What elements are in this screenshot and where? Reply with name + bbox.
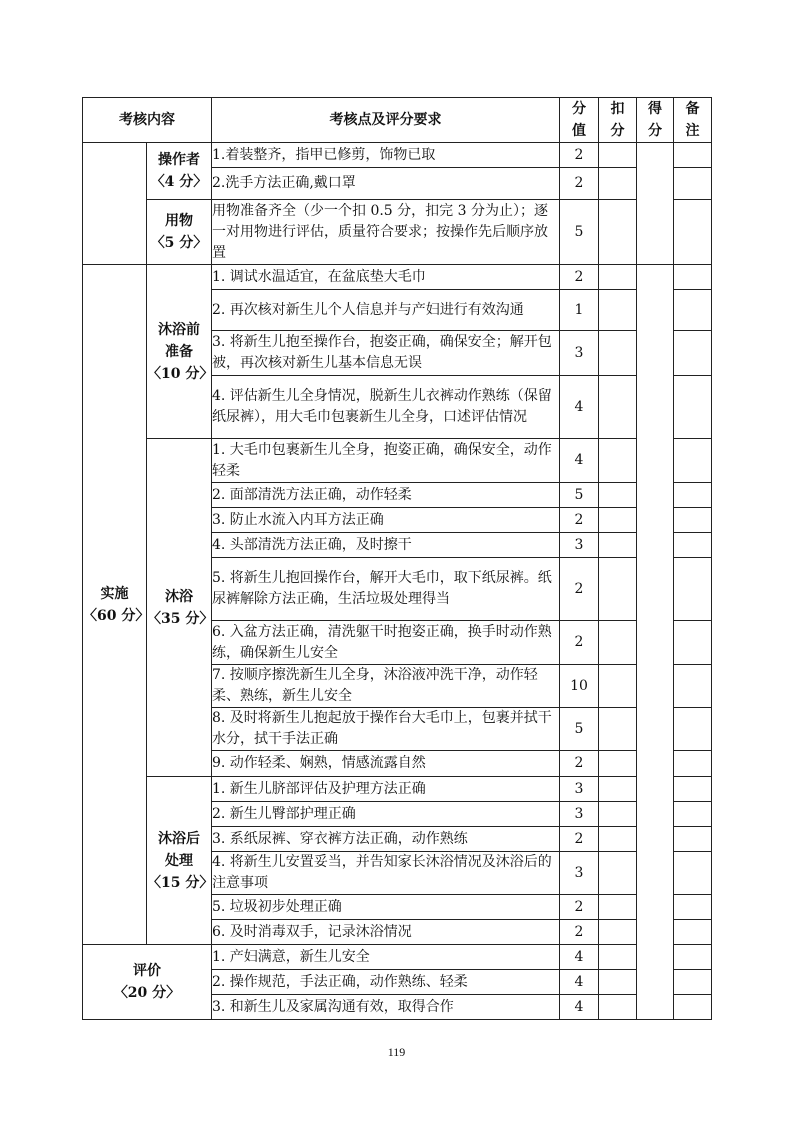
row-text: 2. 操作规范，手法正确，动作熟练、轻柔 xyxy=(212,970,560,995)
deduct-cell xyxy=(599,777,637,802)
note-cell xyxy=(674,777,712,802)
row-score: 2 xyxy=(560,558,599,621)
row-text: 4. 头部清洗方法正确，及时擦干 xyxy=(212,533,560,558)
assessment-table xyxy=(82,97,712,1020)
deduct-cell xyxy=(599,533,637,558)
deduct-cell xyxy=(599,376,637,439)
note-cell xyxy=(674,827,712,852)
row-text: 6. 入盆方法正确，清洗躯干时抱姿正确，换手时动作熟练，确保新生儿安全 xyxy=(212,621,560,665)
row-text: 4. 评估新生儿全身情况，脱新生儿衣裤动作熟练（保留纸尿裤），用大毛巾包裹新生儿全身，口述评估情况 xyxy=(212,376,560,439)
deduct-cell xyxy=(599,265,637,290)
row-text: 用物准备齐全（少一个扣 0.5 分，扣完 3 分为止）；逐一对用物进行评估，质量符合要求；按操作先后顺序放置 xyxy=(212,200,560,265)
row-score: 5 xyxy=(560,200,599,265)
header-note: 备 注 xyxy=(674,98,712,143)
row-text: 1. 调试水温适宜，在盆底垫大毛巾 xyxy=(212,265,560,290)
note-cell xyxy=(674,265,712,290)
note-cell xyxy=(674,200,712,265)
table-row xyxy=(83,777,712,802)
row-text: 2. 再次核对新生儿个人信息并与产妇进行有效沟通 xyxy=(212,290,560,331)
deduct-cell xyxy=(599,920,637,945)
row-text: 5. 将新生儿抱回操作台，解开大毛巾，取下纸尿裤。纸尿裤解除方法正确，生活垃圾处理得当 xyxy=(212,558,560,621)
deduct-cell xyxy=(599,895,637,920)
deduct-cell xyxy=(599,665,637,708)
deduct-cell xyxy=(599,802,637,827)
row-text: 1. 大毛巾包裹新生儿全身，抱姿正确，确保安全，动作轻柔 xyxy=(212,439,560,483)
note-cell xyxy=(674,995,712,1020)
row-text: 8. 及时将新生儿抱起放于操作台大毛巾上，包裹并拭干水分，拭干手法正确 xyxy=(212,708,560,751)
note-cell xyxy=(674,945,712,970)
row-text: 3. 系纸尿裤、穿衣裤方法正确，动作熟练 xyxy=(212,827,560,852)
row-text: 1.着装整齐，指甲已修剪，饰物已取 xyxy=(212,143,560,168)
deduct-cell xyxy=(599,751,637,777)
table-row xyxy=(83,200,712,265)
note-cell xyxy=(674,533,712,558)
note-cell xyxy=(674,290,712,331)
deduct-cell xyxy=(599,995,637,1020)
note-cell xyxy=(674,508,712,533)
note-cell xyxy=(674,708,712,751)
row-text: 2. 面部清洗方法正确，动作轻柔 xyxy=(212,483,560,508)
deduct-cell xyxy=(599,970,637,995)
category-implementation: 实施 〈60 分〉 xyxy=(83,265,147,945)
note-cell xyxy=(674,751,712,777)
deduct-cell xyxy=(599,168,637,200)
row-score: 3 xyxy=(560,852,599,895)
row-text: 3. 将新生儿抱至操作台，抱姿正确，确保安全；解开包被，再次核对新生儿基本信息无误 xyxy=(212,331,560,376)
note-cell xyxy=(674,558,712,621)
note-cell xyxy=(674,970,712,995)
category-evaluation: 评价 〈20 分〉 xyxy=(83,945,212,1020)
deduct-cell xyxy=(599,290,637,331)
row-text: 1. 产妇满意，新生儿安全 xyxy=(212,945,560,970)
row-text: 2.洗手方法正确,戴口罩 xyxy=(212,168,560,200)
note-cell xyxy=(674,331,712,376)
row-text: 9. 动作轻柔、娴熟，情感流露自然 xyxy=(212,751,560,777)
row-text: 6. 及时消毒双手，记录沐浴情况 xyxy=(212,920,560,945)
row-score: 4 xyxy=(560,439,599,483)
table-row xyxy=(83,265,712,290)
section-operator: 操作者 〈4 分〉 xyxy=(147,143,212,200)
row-score: 2 xyxy=(560,143,599,168)
row-score: 10 xyxy=(560,665,599,708)
deduct-cell xyxy=(599,508,637,533)
section-postbath: 沐浴后 处理 〈15 分〉 xyxy=(147,777,212,945)
row-score: 2 xyxy=(560,168,599,200)
note-cell xyxy=(674,483,712,508)
deduct-cell xyxy=(599,483,637,508)
row-score: 5 xyxy=(560,483,599,508)
row-text: 3. 防止水流入内耳方法正确 xyxy=(212,508,560,533)
deduct-cell xyxy=(599,852,637,895)
table-row xyxy=(83,945,712,970)
deduct-cell xyxy=(599,200,637,265)
row-score: 2 xyxy=(560,265,599,290)
header-content: 考核内容 xyxy=(83,98,212,143)
row-text: 7. 按顺序擦洗新生儿全身，沐浴液冲洗干净，动作轻柔、熟练，新生儿安全 xyxy=(212,665,560,708)
note-cell xyxy=(674,168,712,200)
row-text: 5. 垃圾初步处理正确 xyxy=(212,895,560,920)
row-score: 1 xyxy=(560,290,599,331)
row-score: 3 xyxy=(560,802,599,827)
gain-cell-prep xyxy=(637,143,674,265)
row-text: 2. 新生儿臀部护理正确 xyxy=(212,802,560,827)
note-cell xyxy=(674,895,712,920)
note-cell xyxy=(674,376,712,439)
row-score: 2 xyxy=(560,508,599,533)
row-score: 3 xyxy=(560,331,599,376)
deduct-cell xyxy=(599,331,637,376)
note-cell xyxy=(674,852,712,895)
row-score: 2 xyxy=(560,751,599,777)
page-number: 119 xyxy=(387,1045,406,1059)
header-gain: 得 分 xyxy=(637,98,674,143)
row-text: 4. 将新生儿安置妥当，并告知家长沐浴情况及沐浴后的注意事项 xyxy=(212,852,560,895)
row-score: 2 xyxy=(560,920,599,945)
header-points: 考核点及评分要求 xyxy=(212,98,560,143)
deduct-cell xyxy=(599,558,637,621)
row-score: 4 xyxy=(560,995,599,1020)
category-prep-blank xyxy=(83,143,147,265)
deduct-cell xyxy=(599,945,637,970)
row-text: 3. 和新生儿及家属沟通有效，取得合作 xyxy=(212,995,560,1020)
note-cell xyxy=(674,439,712,483)
row-score: 3 xyxy=(560,533,599,558)
deduct-cell xyxy=(599,143,637,168)
row-score: 4 xyxy=(560,945,599,970)
row-score: 4 xyxy=(560,376,599,439)
note-cell xyxy=(674,665,712,708)
gain-cell-main xyxy=(637,265,674,1020)
row-score: 2 xyxy=(560,895,599,920)
row-score: 3 xyxy=(560,777,599,802)
deduct-cell xyxy=(599,439,637,483)
table-row xyxy=(83,143,712,168)
deduct-cell xyxy=(599,621,637,665)
note-cell xyxy=(674,920,712,945)
section-supplies: 用物 〈5 分〉 xyxy=(147,200,212,265)
note-cell xyxy=(674,621,712,665)
section-prebath: 沐浴前 准备 〈10 分〉 xyxy=(147,265,212,439)
note-cell xyxy=(674,802,712,827)
deduct-cell xyxy=(599,708,637,751)
row-score: 2 xyxy=(560,621,599,665)
row-score: 5 xyxy=(560,708,599,751)
header-deduct: 扣 分 xyxy=(599,98,637,143)
header-row xyxy=(83,98,712,143)
header-score: 分 值 xyxy=(560,98,599,143)
section-bath: 沐浴 〈35 分〉 xyxy=(147,439,212,777)
note-cell xyxy=(674,143,712,168)
deduct-cell xyxy=(599,827,637,852)
table-row xyxy=(83,439,712,483)
row-score: 2 xyxy=(560,827,599,852)
row-text: 1. 新生儿脐部评估及护理方法正确 xyxy=(212,777,560,802)
row-score: 4 xyxy=(560,970,599,995)
